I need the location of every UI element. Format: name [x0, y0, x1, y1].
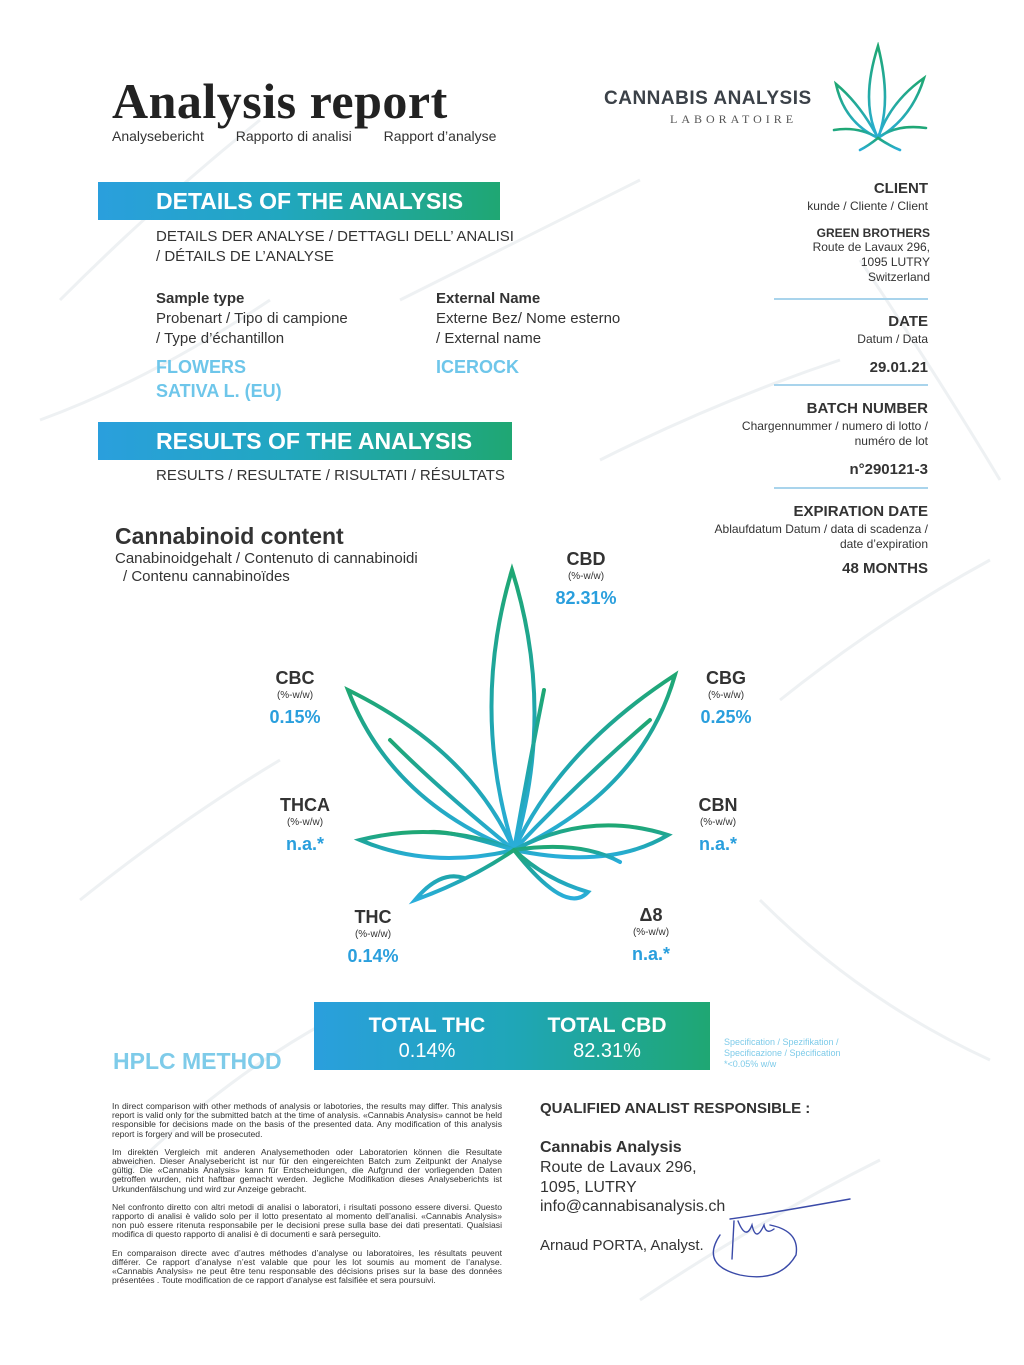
responsible-heading: QUALIFIED ANALIST RESPONSIBLE :: [540, 1100, 811, 1117]
client-name: GREEN BROTHERS: [816, 226, 930, 240]
total-thc-value: 0.14%: [398, 1040, 456, 1062]
batch-block: [742, 400, 928, 478]
cbn-name: CBN: [698, 795, 738, 815]
disclaimer-fr: En comparaison directe avec d’autres méthodes d’analyse ou laboratoires, les résultats peuvent différer. Ce rapport d’analyse n’est valable que pour les lot soumis au moment de l’analyse. «Cannabis Analysis» ne peut être tenu responsable des décisions prises sur la base des données présentées . Toute modification de ce rapport d’analyse est falsifiée et sera poursuivi.: [112, 1247, 502, 1286]
batch-translation-2: numéro de lot: [854, 434, 928, 448]
total-thc-label: TOTAL THC: [368, 1014, 486, 1037]
client-translation: kunde / Cliente / Client: [807, 199, 928, 213]
expiration-translation-2: date d’expiration: [839, 537, 928, 551]
disclaimer-it: Nel confronto diretto con altri metodi di analisi o laboratori, i risultati possono essere diversi. Questo rapporto di analisi è valido solo per il lotto presentato al momento dell’analisi. «Cannabis Analysis» non può essere ritenuta responsabile per le decisioni prese sulla base dei dati presentati. Qualsiasi modifica di questo rapporto di analisi è di documenti e sarà perseguito.: [112, 1201, 502, 1240]
d8-unit: (%-w/w): [632, 927, 670, 938]
brand-name: CANNABIS ANALYSIS: [604, 88, 812, 109]
cannabinoid-title: Cannabinoid content: [115, 523, 344, 549]
details-subtitle-line-1: DETAILS DER ANALYSE / DETTAGLI DELL’ ANALISI: [156, 228, 514, 245]
batch-value: n°290121-3: [849, 461, 928, 478]
batch-heading: BATCH NUMBER: [806, 400, 928, 417]
total-cbd: [508, 1002, 706, 1063]
report-subtitles: [112, 128, 524, 144]
responsible-email: info@cannabisanalysis.ch: [540, 1198, 726, 1215]
details-banner: DETAILS OF THE ANALYSIS: [98, 182, 500, 220]
sample-type-block: [156, 290, 348, 403]
thca-value: n.a.*: [285, 834, 324, 854]
specification-line-3: *<0.05% w/w: [724, 1059, 777, 1069]
d8-value: n.a.*: [631, 944, 670, 964]
cbc-item: [230, 668, 360, 728]
subtitle-de: Analysebericht: [112, 128, 204, 144]
results-banner: RESULTS OF THE ANALYSIS: [98, 422, 512, 460]
sample-type-label: Sample type: [156, 290, 245, 307]
cannabinoid-subtitle-2: / Contenu cannabinoïdes: [123, 568, 290, 585]
client-address: [813, 226, 930, 285]
date-translation: Datum / Data: [857, 332, 928, 346]
cbg-item: [661, 668, 791, 728]
sample-type-translation-2: / Type d’échantillon: [156, 330, 285, 347]
total-cbd-value: 82.31%: [573, 1040, 641, 1062]
d8-name: Δ8: [639, 905, 663, 925]
responsible-analyst: Arnaud PORTA, Analyst.: [540, 1237, 704, 1254]
batch-translation-1: Chargennummer / numero di lotto /: [741, 419, 928, 433]
total-cbd-label: TOTAL CBD: [547, 1014, 667, 1037]
thca-unit: (%-w/w): [286, 817, 324, 828]
thc-value: 0.14%: [347, 946, 399, 966]
divider: [774, 298, 928, 300]
thc-item: [308, 907, 438, 967]
cbc-unit: (%-w/w): [276, 690, 314, 701]
expiration-block: [715, 503, 928, 577]
thca-item: [240, 795, 370, 855]
disclaimer-en: In direct comparison with other methods of analysis or labotories, the results may differ. This analysis report is valid only for the submitted batch at the time of analysis. «Cannabis Analysis» cannot be held responsible for decisions made on the basis of the presented data. Any modification of this analysis report is forgery and will be prosecuted.: [112, 1101, 502, 1139]
responsible-address-1: Route de Lavaux 296,: [540, 1159, 697, 1176]
external-name-translation-1: Externe Bez/ Nome esterno: [436, 310, 621, 327]
date-block: [857, 313, 928, 376]
thc-name: THC: [354, 907, 392, 927]
cbd-unit: (%-w/w): [567, 571, 605, 582]
client-block: [807, 180, 928, 214]
disclaimer: [112, 1102, 502, 1294]
external-name-value: ICEROCK: [436, 357, 520, 377]
expiration-translation-1: Ablaufdatum Datum / data di scadenza /: [714, 522, 928, 536]
report-title: Analysis report: [112, 73, 448, 129]
responsible-company: Cannabis Analysis: [540, 1139, 682, 1156]
method-label: HPLC METHOD: [113, 1048, 282, 1074]
expiration-heading: EXPIRATION DATE: [793, 503, 928, 520]
expiration-value: 48 MONTHS: [842, 560, 928, 577]
client-address-1: Route de Lavaux 296,: [812, 240, 930, 254]
leaf-upper-left: [348, 690, 514, 850]
cbd-value: 82.31%: [555, 588, 617, 608]
details-subtitle-line-2: / DÉTAILS DE L’ANALYSE: [156, 248, 334, 265]
cbd-item: [521, 549, 651, 609]
responsible-address-2: 1095, LUTRY: [540, 1179, 637, 1196]
cannabis-leaf-diagram: [330, 560, 710, 940]
cannabinoid-subtitle-1: Canabinoidgehalt / Contenuto di cannabinoidi: [115, 550, 418, 567]
specification-line-2: Specificazione / Spécification: [724, 1048, 841, 1058]
cbc-value: 0.15%: [269, 707, 321, 727]
subtitle-fr: Rapport d’analyse: [383, 128, 497, 144]
divider: [774, 384, 928, 386]
sample-type-translation-1: Probenart / Tipo di campione: [156, 310, 348, 327]
disclaimer-de: Im direkten Vergleich mit anderen Analysemethoden oder Laboratorien können die Resultate abweichen. Dieser Analysebericht ist nur für den eingereichten Batch zum Zeitpunkt der Analyse gültig. Die «Cannabis Analysis» kann für Entscheidungen, die Aufgrund der vorliegenden Daten getroffen wurden, nicht haftbar gemacht werden. Jegliche Modifikation dieses Analyseberichts ist Urkundenfälschung und wird zur Anzeige gebracht.: [112, 1146, 502, 1194]
date-value: 29.01.21: [869, 359, 928, 376]
brand-sub: LABORATOIRE: [670, 112, 798, 126]
client-heading: CLIENT: [873, 180, 928, 197]
client-country: Switzerland: [867, 270, 930, 284]
d8-item: [586, 905, 716, 965]
total-thc: [328, 1002, 526, 1063]
cbg-unit: (%-w/w): [707, 690, 745, 701]
cbg-name: CBG: [706, 668, 746, 688]
cannabis-leaf-icon: [830, 42, 930, 152]
totals-box: [314, 1002, 710, 1070]
cbn-value: n.a.*: [698, 834, 737, 854]
client-address-2: 1095 LUTRY: [860, 255, 930, 269]
results-subtitle: RESULTS / RESULTATE / RISULTATI / RÉSULTATS: [156, 467, 505, 484]
subtitle-it: Rapporto di analisi: [235, 128, 352, 144]
sample-type-value-2: SATIVA L. (EU): [156, 381, 282, 401]
divider: [774, 487, 928, 489]
cbn-unit: (%-w/w): [699, 817, 737, 828]
external-name-translation-2: / External name: [436, 330, 542, 347]
cbn-item: [653, 795, 783, 855]
signature: [700, 1195, 860, 1285]
external-name-label: External Name: [436, 290, 541, 307]
cbc-name: CBC: [275, 668, 315, 688]
specification-note: [724, 1037, 864, 1070]
details-subtitle: [156, 227, 576, 267]
leaf-top: [491, 570, 534, 850]
specification-line-1: Specification / Spezifikation /: [724, 1037, 839, 1047]
sample-type-value-1: FLOWERS: [156, 357, 246, 377]
external-name-block: [436, 290, 620, 379]
thc-unit: (%-w/w): [354, 929, 392, 940]
thca-name: THCA: [280, 795, 330, 815]
cbg-value: 0.25%: [700, 707, 752, 727]
cbd-name: CBD: [566, 549, 606, 569]
date-heading: DATE: [888, 313, 928, 330]
